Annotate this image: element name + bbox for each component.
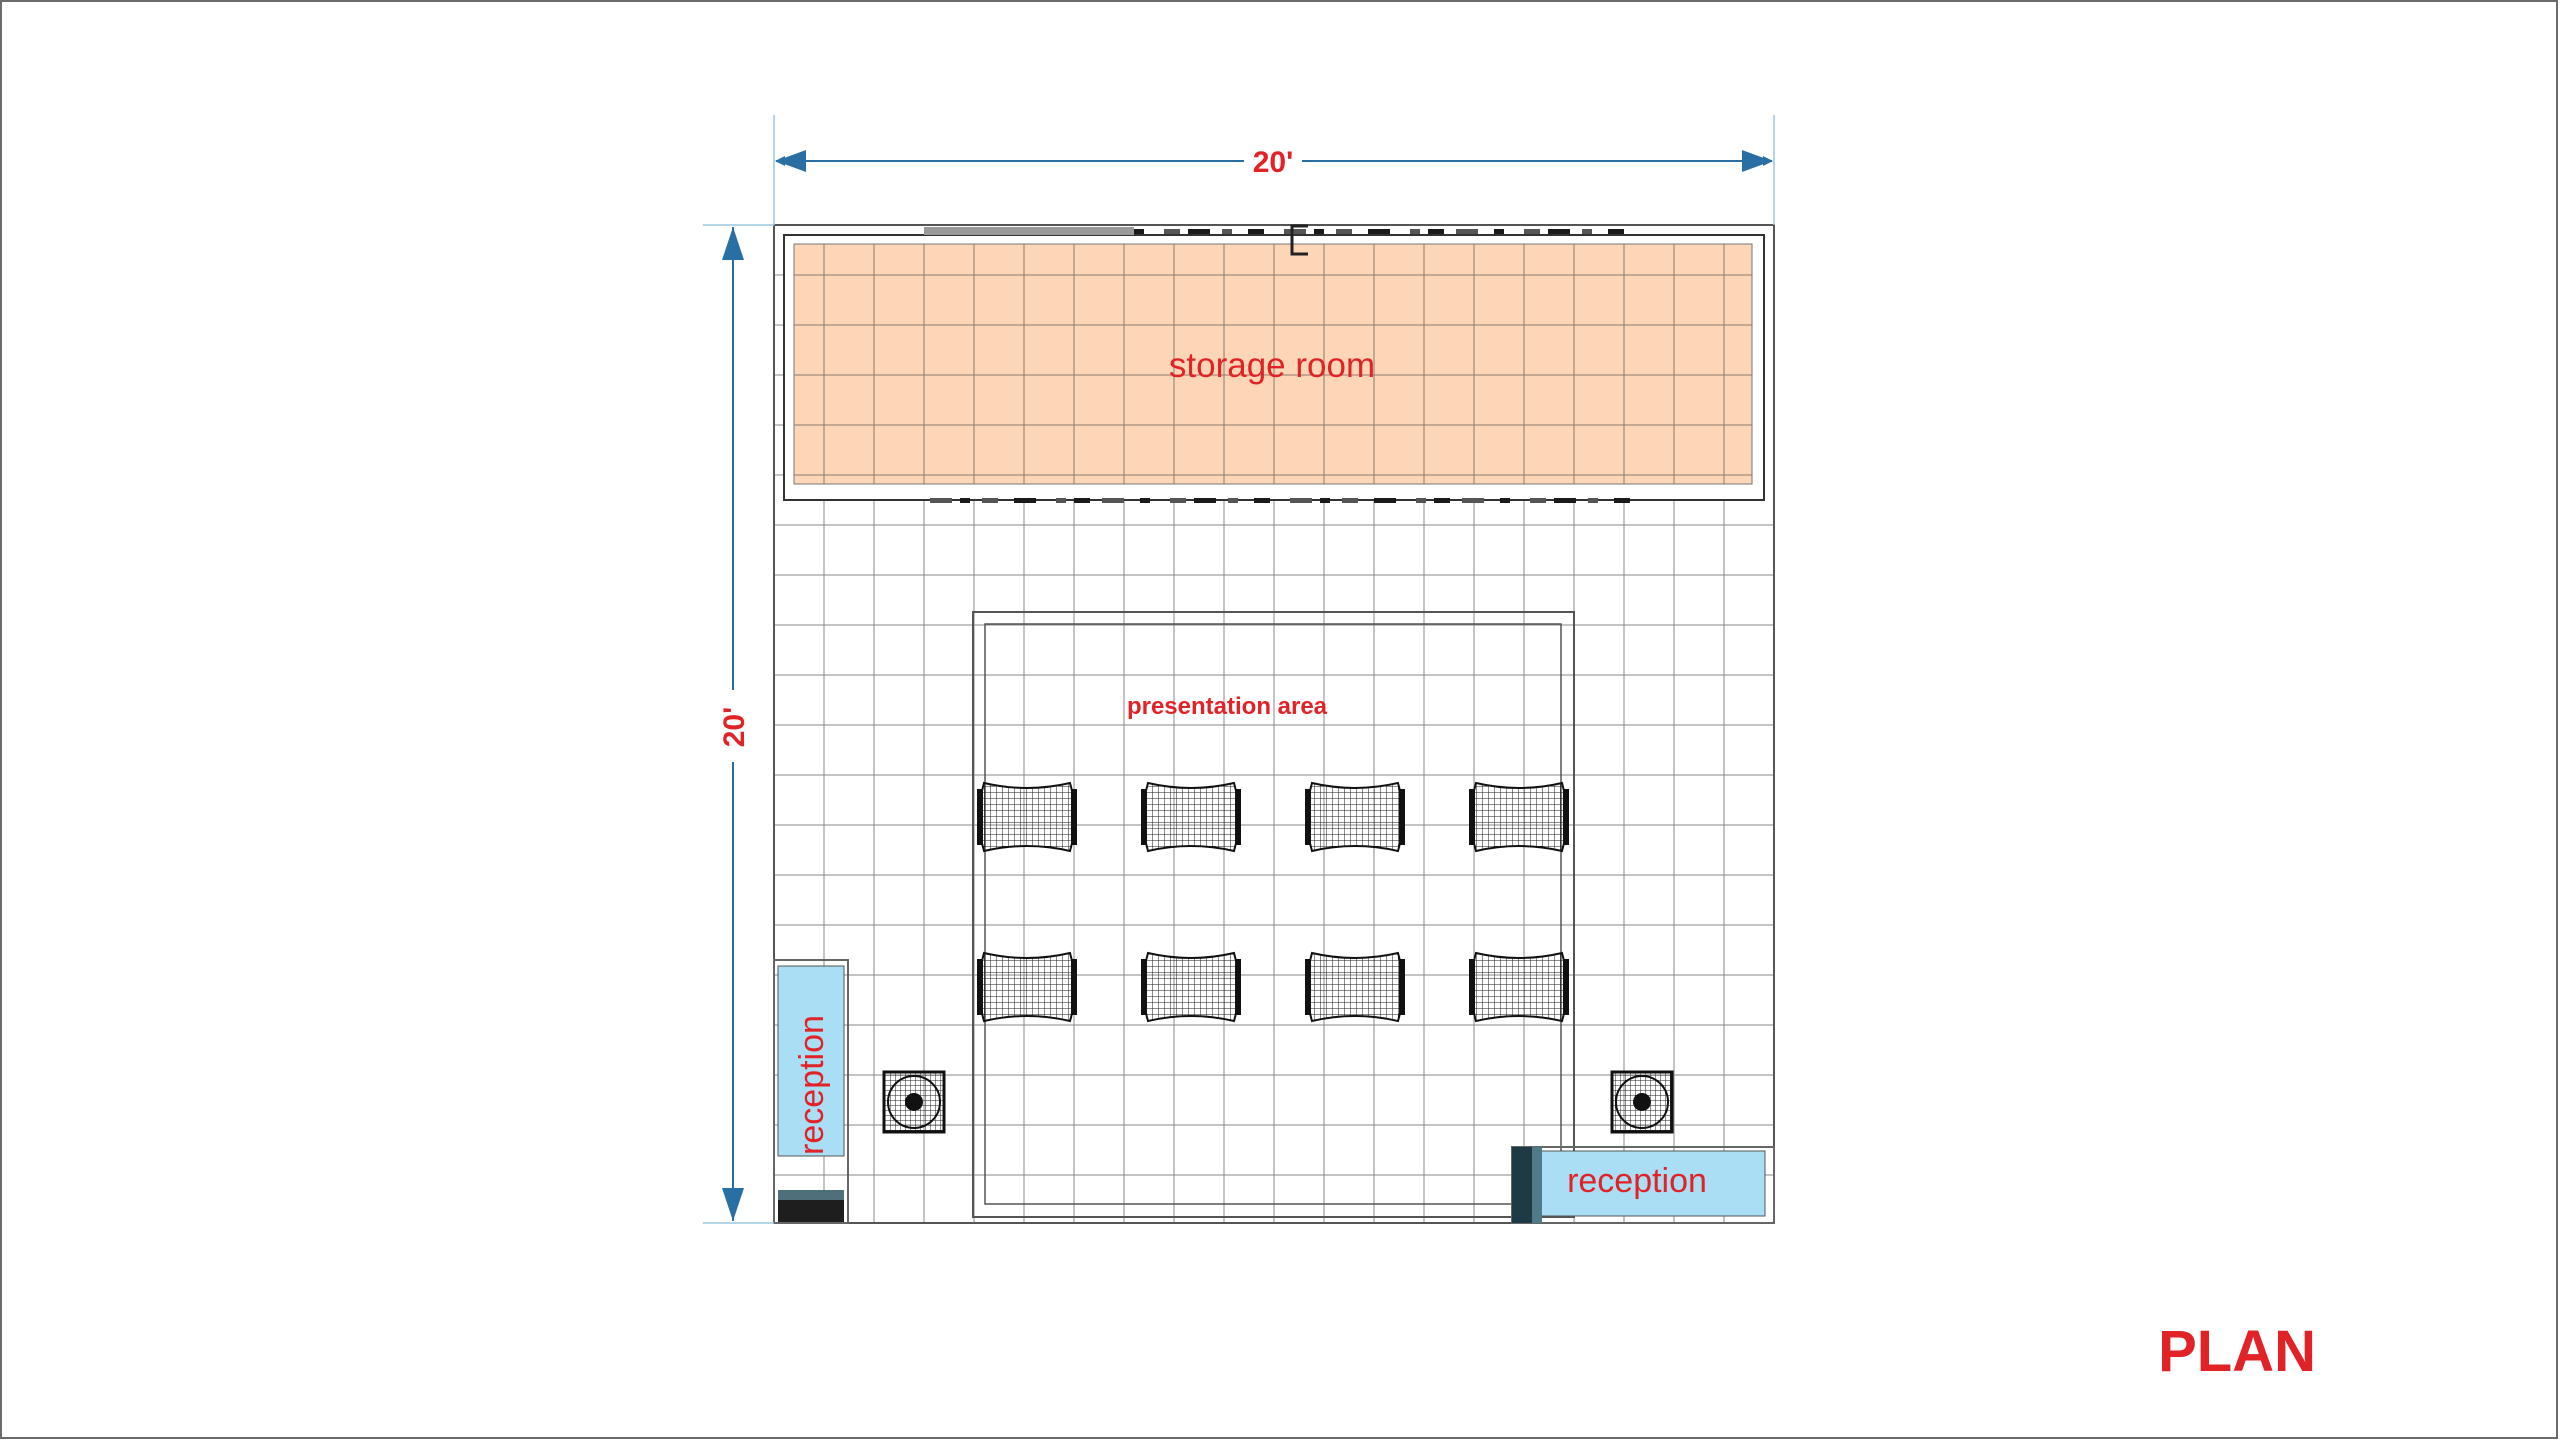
wall-panel-mark (1222, 229, 1232, 234)
wall-panel-mark (1500, 498, 1510, 503)
chair-arm (1399, 959, 1405, 1015)
wall-panel-mark (1188, 229, 1210, 234)
wall-panel-mark (1614, 498, 1630, 503)
chair-arm (1469, 959, 1475, 1015)
chair-seat (1307, 783, 1403, 851)
storage-room-label: storage room (1168, 346, 1376, 385)
wall-panel-mark (930, 498, 952, 503)
chair-arm (1071, 789, 1077, 845)
chair-seat (1471, 953, 1567, 1021)
side-table-left (884, 1072, 944, 1132)
storage-room (784, 226, 1764, 503)
wall-panel-mark (1462, 498, 1484, 503)
wall-panel-mark (1164, 229, 1180, 234)
width-dimension-label: 20' (1252, 146, 1294, 179)
wall-panel-mark (1374, 498, 1396, 503)
wall-panel-mark (960, 498, 970, 503)
wall-panel-mark (1524, 229, 1540, 234)
chair-icon (1305, 953, 1405, 1021)
wall-panel-mark (1434, 498, 1450, 503)
wall-panel-mark (1336, 229, 1352, 234)
chair-icon (1469, 953, 1569, 1021)
wall-panel-mark (1428, 229, 1444, 234)
chair-arm (1399, 789, 1405, 845)
chair-icon (1469, 783, 1569, 851)
wall-panel-mark (924, 227, 1134, 235)
wall-panel-mark (1342, 498, 1358, 503)
side-table-right (1612, 1072, 1672, 1132)
wall-panel-mark (1588, 498, 1598, 503)
wall-panel-mark (1410, 229, 1420, 234)
presentation-area-label: presentation area (1126, 693, 1328, 720)
wall-panel-mark (1170, 498, 1186, 503)
wall-panel-mark (1056, 498, 1066, 503)
chair-icon (1141, 783, 1241, 851)
dimension-width (774, 115, 1774, 225)
chair-seat (1143, 783, 1239, 851)
reception-left-label: reception (793, 1015, 831, 1155)
wall-panel-mark (1548, 229, 1570, 234)
wall-panel-mark (1368, 229, 1390, 234)
chair-arm (1305, 789, 1311, 845)
chair-seat (1307, 953, 1403, 1021)
wall-panel-mark (982, 498, 998, 503)
wall-panel-mark (1416, 498, 1426, 503)
wall-panel-mark (1608, 229, 1624, 234)
chair-arm (1563, 789, 1569, 845)
chairs-group (977, 783, 1569, 1021)
plan-title: PLAN (2158, 1319, 2316, 1384)
chair-icon (1305, 783, 1405, 851)
wall-panel-mark (1284, 229, 1306, 234)
wall-panel-mark (1074, 498, 1090, 503)
chair-icon (1141, 953, 1241, 1021)
chair-icon (977, 783, 1077, 851)
reception-right-label: reception (1567, 1162, 1707, 1200)
wall-panel-mark (1456, 229, 1478, 234)
chair-arm (1563, 959, 1569, 1015)
wall-panel-mark (1554, 498, 1576, 503)
chair-arm (977, 959, 983, 1015)
wall-panel-mark (1530, 498, 1546, 503)
storage-wall-panels-top (924, 227, 1624, 235)
wall-panel-mark (1254, 498, 1270, 503)
dimension-height (703, 225, 774, 1223)
wall-panel-mark (1102, 498, 1124, 503)
chair-arm (977, 789, 983, 845)
chair-arm (1235, 959, 1241, 1015)
wall-panel-mark (1140, 498, 1150, 503)
chair-seat (1143, 953, 1239, 1021)
chair-arm (1235, 789, 1241, 845)
wall-panel-mark (1582, 229, 1592, 234)
wall-panel-mark (1248, 229, 1264, 234)
wall-panel-mark (1134, 229, 1144, 234)
reception-left (774, 960, 848, 1223)
wall-panel-mark (1194, 498, 1216, 503)
chair-arm (1141, 789, 1147, 845)
chair-seat (1471, 783, 1567, 851)
chair-icon (977, 953, 1077, 1021)
chair-seat (979, 783, 1075, 851)
chair-arm (1305, 959, 1311, 1015)
height-dimension-label: 20' (718, 706, 751, 748)
wall-panel-mark (1228, 498, 1238, 503)
reception-right (1512, 1147, 1774, 1223)
chair-seat (979, 953, 1075, 1021)
wall-panel-mark (1290, 498, 1312, 503)
wall-panel-mark (1494, 229, 1504, 234)
wall-panel-mark (1014, 498, 1036, 503)
wall-panel-mark (1320, 498, 1330, 503)
wall-panel-mark (1314, 229, 1324, 234)
chair-arm (1071, 959, 1077, 1015)
chair-arm (1469, 789, 1475, 845)
chair-arm (1141, 959, 1147, 1015)
